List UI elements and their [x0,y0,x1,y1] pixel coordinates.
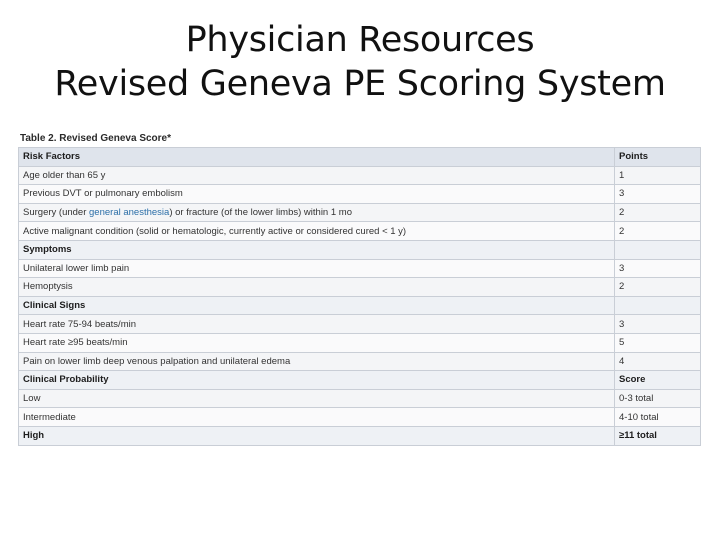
slide-title-line-1: Physician Resources [185,20,535,60]
section-row-clinical-signs [19,296,701,315]
row-score: ≥11 total [615,426,701,445]
table-row-high [19,426,701,445]
header-risk-factors: Risk Factors [19,148,615,167]
section-label: Clinical Probability [19,371,615,390]
row-label-pre: Surgery (under [23,207,90,219]
row-points: 3 [615,259,701,278]
geneva-score-table [18,147,701,446]
row-label: Unilateral lower limb pain [19,259,615,278]
row-label: Heart rate ≥95 beats/min [19,333,615,352]
geneva-score-table-figure [18,131,702,458]
table-row [19,315,701,334]
table-row [19,166,701,185]
table-body [19,166,701,445]
table-row [19,333,701,352]
section-value: Score [615,371,701,390]
row-points: 3 [615,315,701,334]
row-label: Heart rate 75-94 beats/min [19,315,615,334]
row-label: Low [19,389,615,408]
table-header-row [19,148,701,167]
section-row-symptoms [19,240,701,259]
row-points: 3 [615,185,701,204]
slide-title-line-2: Revised Geneva PE Scoring System [54,64,666,104]
table-row [19,278,701,297]
row-points: 2 [615,203,701,222]
row-score: 4-10 total [615,408,701,427]
section-label: Clinical Signs [19,296,615,315]
section-value [615,240,701,259]
table-row [19,185,701,204]
section-label: Symptoms [19,240,615,259]
table-row [19,259,701,278]
section-row-clinical-probability [19,371,701,390]
section-value [615,296,701,315]
row-label: Age older than 65 y [19,166,615,185]
row-points: 1 [615,166,701,185]
row-points: 2 [615,222,701,241]
table-row [19,389,701,408]
row-label: Hemoptysis [19,278,615,297]
row-label: Previous DVT or pulmonary embolism [19,185,615,204]
row-points: 2 [615,278,701,297]
general-anesthesia-link[interactable]: general anesthesia [89,207,170,219]
row-label: Active malignant condition (solid or hematologic, currently active or considered cured < 1 y) [19,222,615,241]
header-points: Points [615,148,701,167]
slide-title [0,18,720,106]
table-row [19,408,701,427]
row-label [19,203,615,222]
table-row [19,222,701,241]
table-row [19,203,701,222]
row-label-post: ) or fracture (of the lower limbs) within 1 mo [169,207,352,219]
row-label: Intermediate [19,408,615,427]
row-points: 5 [615,333,701,352]
row-score: 0-3 total [615,389,701,408]
row-points: 4 [615,352,701,371]
row-label: Pain on lower limb deep venous palpation and unilateral edema [19,352,615,371]
row-label: High [19,426,615,445]
table-row [19,352,701,371]
table-caption: Table 2. Revised Geneva Score* [20,133,172,144]
